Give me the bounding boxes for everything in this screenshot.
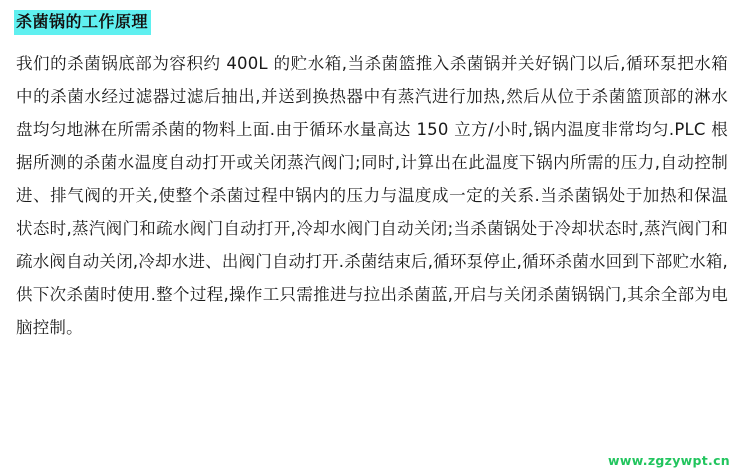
body-paragraph: 我们的杀菌锅底部为容积约 400L 的贮水箱,当杀菌篮推入杀菌锅并关好锅门以后,循环泵把水箱中的杀菌水经过滤器过滤后抽出,并送到换热器中有蒸汽进行加热,然后从位于杀菌篮顶部的淋水盘均匀地淋在所需杀菌的物料上面.由于循环水量高达 150 立方/小时,锅内温度非常均匀.PLC 根据所测的杀菌水温度自动打开或关闭蒸汽阀门;同时,计算出在此温度下锅内所需的压力,自动控制进、排气阀的开关,使整个杀菌过程中锅内的压力与温度成一定的关系.当杀菌锅处于加热和保温状态时,蒸汽阀门和疏水阀门自动打开,冷却水阀门自动关闭;当杀菌锅处于冷却状态时,蒸汽阀门和疏水阀自动关闭,冷却水进、出阀门自动打开.杀菌结束后,循环泵停止,循环杀菌水回到下部贮水箱,供下次杀菌时使用.整个过程,操作工只需推进与拉出杀菌蓝,开启与关闭杀菌锅锅门,其余全部为电脑控制。: [16, 54, 728, 337]
page-title: 杀菌锅的工作原理: [14, 10, 151, 35]
page-title-container: [0, 0, 742, 35]
watermark-url: www.zgzywpt.cn: [608, 453, 730, 468]
